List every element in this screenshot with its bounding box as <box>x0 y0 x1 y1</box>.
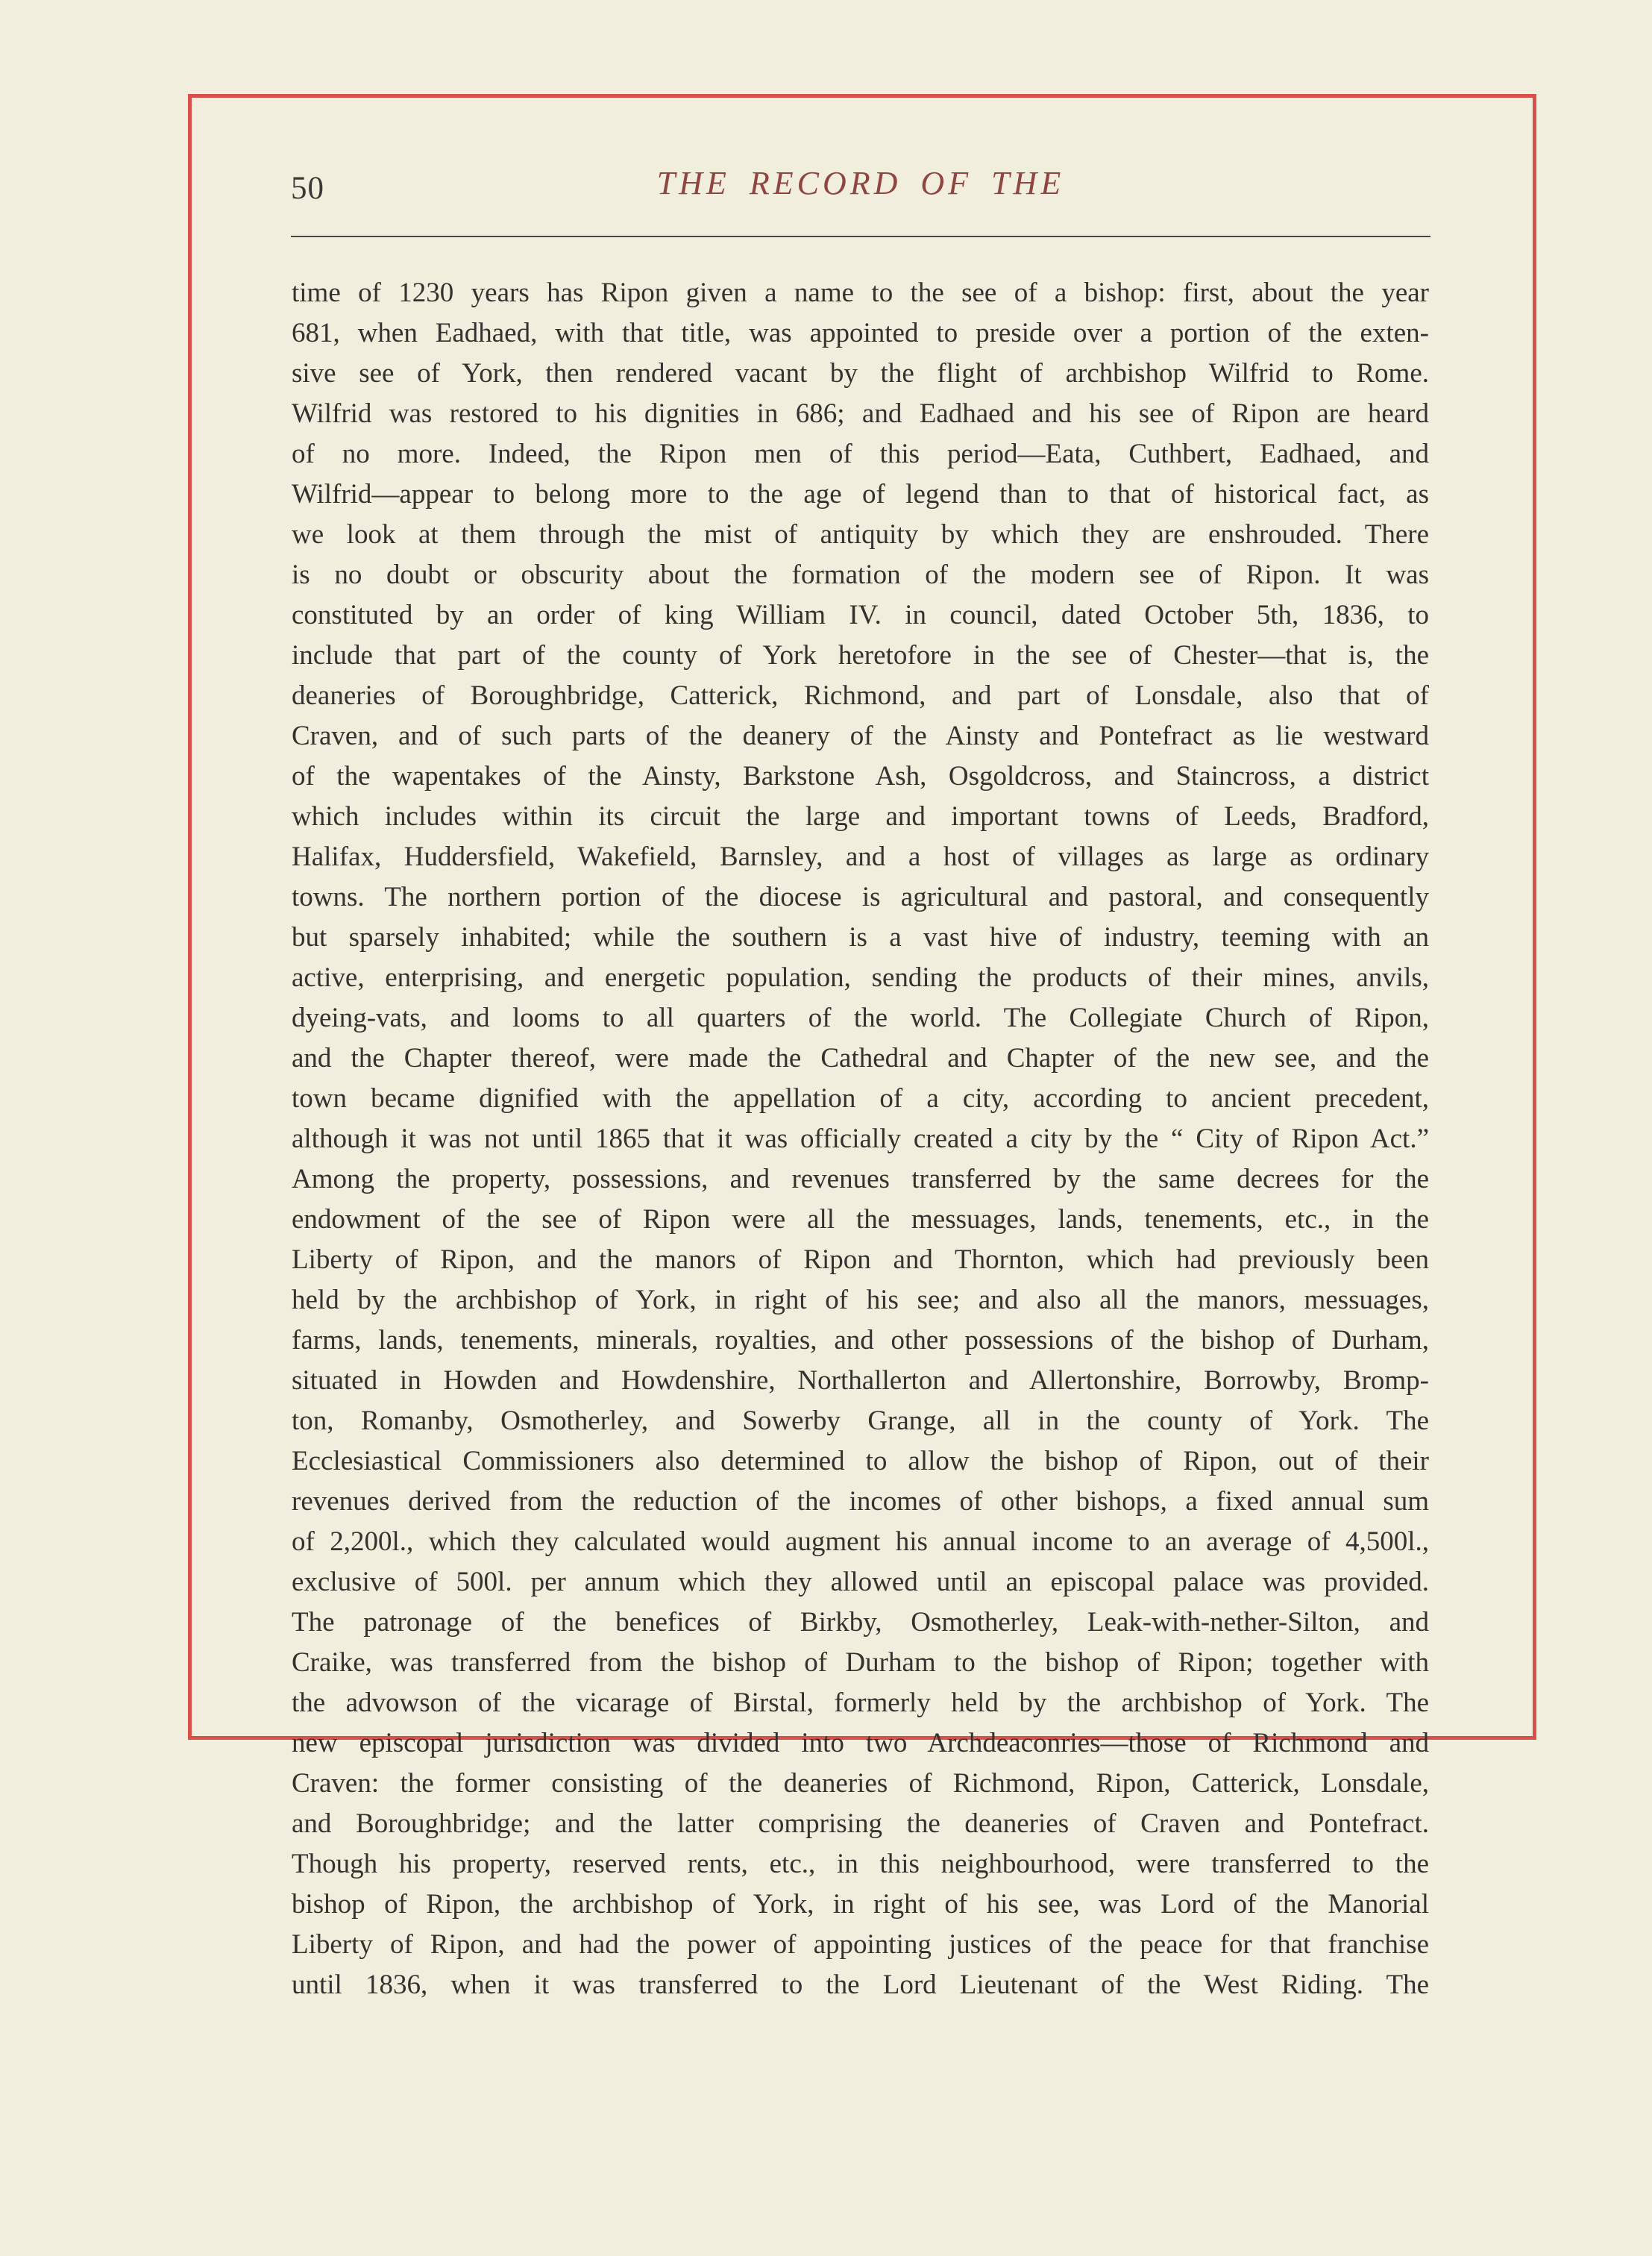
body-line: although it was not until 1865 that it was officially created a city by the “ City of Ripon Act.” <box>292 1124 1429 1154</box>
body-line: is no doubt or obscurity about the formation of the modern see of Ripon. It was <box>292 560 1429 590</box>
page-number: 50 <box>291 171 324 206</box>
body-line: Halifax, Huddersfield, Wakefield, Barnsley, and a host of villages as large as ordinary <box>292 842 1429 872</box>
body-line: sive see of York, then rendered vacant by the flight of archbishop Wilfrid to Rome. <box>292 358 1429 389</box>
body-line: exclusive of 500l. per annum which they allowed until an episcopal palace was provided. <box>292 1567 1429 1597</box>
body-line: new episcopal jurisdiction was divided into two Archdeaconries—those of Richmond and <box>292 1728 1429 1758</box>
body-line: the advowson of the vicarage of Birstal, formerly held by the archbishop of York. The <box>292 1688 1429 1718</box>
body-line: we look at them through the mist of antiquity by which they are enshrouded. There <box>292 519 1429 550</box>
body-text <box>292 273 1429 2005</box>
body-line: revenues derived from the reduction of the incomes of other bishops, a fixed annual sum <box>292 1486 1429 1517</box>
body-line: farms, lands, tenements, minerals, royalties, and other possessions of the bishop of Durham, <box>292 1325 1429 1356</box>
running-title: THE RECORD OF THE <box>656 165 1065 201</box>
body-line: Among the property, possessions, and revenues transferred by the same decrees for the <box>292 1164 1429 1194</box>
body-line: and the Chapter thereof, were made the Cathedral and Chapter of the new see, and the <box>292 1043 1429 1074</box>
body-line: 681, when Eadhaed, with that title, was appointed to preside over a portion of the exten- <box>292 318 1429 348</box>
body-line: bishop of Ripon, the archbishop of York, in right of his see, was Lord of the Manorial <box>292 1889 1429 1920</box>
body-line: deaneries of Boroughbridge, Catterick, Richmond, and part of Lonsdale, also that of <box>292 680 1429 711</box>
body-line: until 1836, when it was transferred to the Lord Lieutenant of the West Riding. The <box>292 1970 1429 2000</box>
body-line: endowment of the see of Ripon were all the messuages, lands, tenements, etc., in the <box>292 1204 1429 1235</box>
header-rule <box>291 236 1430 237</box>
body-line: towns. The northern portion of the diocese is agricultural and pastoral, and consequently <box>292 882 1429 912</box>
body-line: Liberty of Ripon, and the manors of Ripon and Thornton, which had previously been <box>292 1244 1429 1275</box>
body-line: situated in Howden and Howdenshire, Northallerton and Allertonshire, Borrowby, Bromp- <box>292 1365 1429 1396</box>
body-line: include that part of the county of York heretofore in the see of Chester—that is, the <box>292 640 1429 671</box>
body-line: Craven: the former consisting of the deaneries of Richmond, Ripon, Catterick, Lonsdale, <box>292 1768 1429 1799</box>
body-line: held by the archbishop of York, in right of his see; and also all the manors, messuages, <box>292 1285 1429 1315</box>
body-line: The patronage of the benefices of Birkby, Osmotherley, Leak-with-nether-Silton, and <box>292 1607 1429 1638</box>
body-line: town became dignified with the appellation of a city, according to ancient precedent, <box>292 1083 1429 1114</box>
body-line: constituted by an order of king William IV. in council, dated October 5th, 1836, to <box>292 600 1429 630</box>
body-line: Liberty of Ripon, and had the power of appointing justices of the peace for that franchise <box>292 1929 1429 1960</box>
body-line: Ecclesiastical Commissioners also determined to allow the bishop of Ripon, out of their <box>292 1446 1429 1476</box>
body-line: which includes within its circuit the large and important towns of Leeds, Bradford, <box>292 801 1429 832</box>
body-line: dyeing-vats, and looms to all quarters of the world. The Collegiate Church of Ripon, <box>292 1003 1429 1033</box>
body-line: of 2,200l., which they calculated would augment his annual income to an average of 4,500l., <box>292 1526 1429 1557</box>
body-line: Craven, and of such parts of the deanery of the Ainsty and Pontefract as lie westward <box>292 721 1429 751</box>
body-line: Though his property, reserved rents, etc., in this neighbourhood, were transferred to the <box>292 1849 1429 1879</box>
body-line: but sparsely inhabited; while the southern is a vast hive of industry, teeming with an <box>292 922 1429 953</box>
running-head <box>291 164 1430 216</box>
body-line: Wilfrid was restored to his dignities in 686; and Eadhaed and his see of Ripon are heard <box>292 398 1429 429</box>
body-line: time of 1230 years has Ripon given a name to the see of a bishop: first, about the year <box>292 278 1429 308</box>
body-line: ton, Romanby, Osmotherley, and Sowerby Grange, all in the county of York. The <box>292 1406 1429 1436</box>
body-line: active, enterprising, and energetic population, sending the products of their mines, anvils, <box>292 962 1429 993</box>
body-line: Craike, was transferred from the bishop of Durham to the bishop of Ripon; together with <box>292 1647 1429 1678</box>
body-line: of no more. Indeed, the Ripon men of this period—Eata, Cuthbert, Eadhaed, and <box>292 439 1429 469</box>
body-line: and Boroughbridge; and the latter comprising the deaneries of Craven and Pontefract. <box>292 1808 1429 1839</box>
body-line: of the wapentakes of the Ainsty, Barkstone Ash, Osgoldcross, and Staincross, a district <box>292 761 1429 792</box>
body-line: Wilfrid—appear to belong more to the age of legend than to that of historical fact, as <box>292 479 1429 510</box>
